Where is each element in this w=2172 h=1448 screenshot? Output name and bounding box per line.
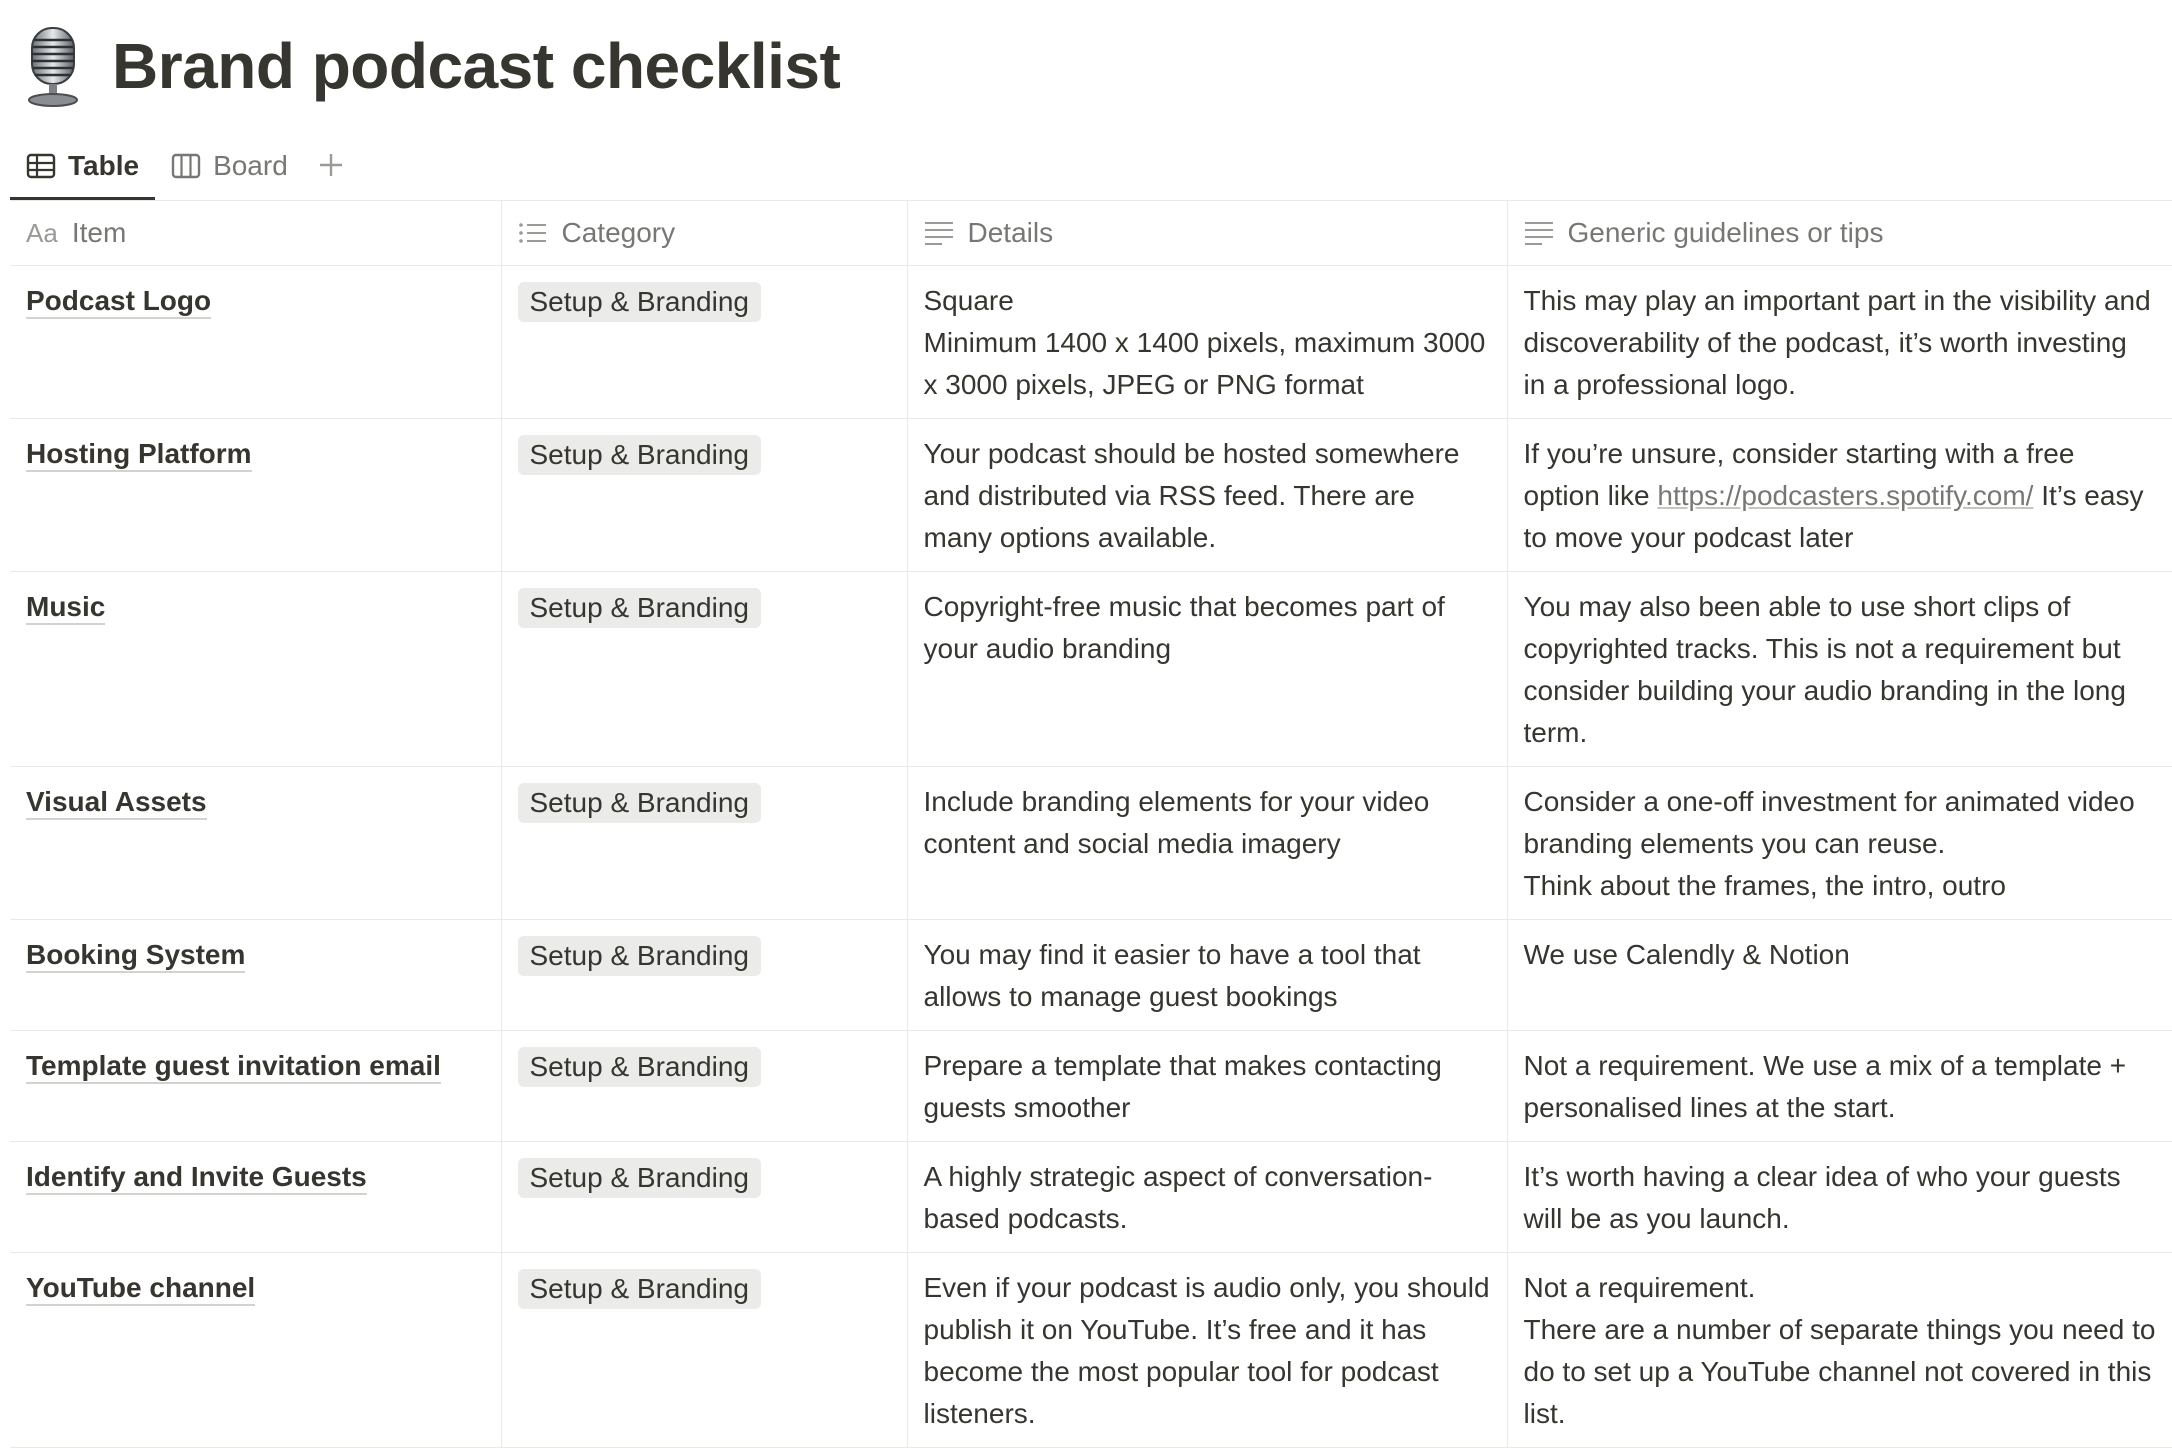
table-row[interactable]: [10, 767, 2172, 920]
tips-text: If you’re unsure, consider starting with a free option like: [1523, 438, 2075, 511]
cell-category[interactable]: [501, 419, 907, 572]
item-title-link[interactable]: Visual Assets: [26, 786, 207, 820]
cell-category[interactable]: [501, 1142, 907, 1253]
view-tabs: [10, 132, 358, 200]
item-title-link[interactable]: Podcast Logo: [26, 285, 211, 319]
cell-tips[interactable]: [1507, 767, 2172, 920]
cell-details[interactable]: [907, 1253, 1507, 1448]
item-title-link[interactable]: Booking System: [26, 939, 245, 973]
cell-category[interactable]: [501, 1031, 907, 1142]
cell-item[interactable]: [10, 572, 501, 767]
details-text: Copyright-free music that becomes part of your audio branding: [923, 591, 1445, 664]
cell-item[interactable]: [10, 266, 501, 419]
details-text: Your podcast should be hosted somewhere and distributed via RSS feed. There are many options available.: [923, 438, 1460, 553]
category-tag: Setup & Branding: [518, 435, 762, 475]
list-icon: [518, 221, 548, 245]
tab-table[interactable]: [10, 135, 155, 197]
tips-text: Consider a one-off investment for animated video branding elements you can reuse. Think about the frames, the intro, outro: [1523, 786, 2135, 901]
table-row[interactable]: [10, 572, 2172, 767]
column-header-label: Item: [71, 217, 127, 248]
cell-details[interactable]: [907, 1142, 1507, 1253]
category-tag: Setup & Branding: [518, 282, 762, 322]
table-row[interactable]: [10, 1142, 2172, 1253]
cell-tips[interactable]: [1507, 1253, 2172, 1448]
table-row[interactable]: [10, 1253, 2172, 1448]
details-text: Even if your podcast is audio only, you should publish it on YouTube. It’s free and it has become the most popular tool for podcast listeners.: [923, 1272, 1490, 1429]
category-tag: Setup & Branding: [518, 1269, 762, 1309]
column-header-tips[interactable]: [1507, 201, 2172, 266]
cell-details[interactable]: [907, 419, 1507, 572]
details-text: A highly strategic aspect of conversation-based podcasts.: [923, 1161, 1433, 1234]
cell-details[interactable]: [907, 767, 1507, 920]
table-row[interactable]: [10, 1031, 2172, 1142]
cell-details[interactable]: [907, 1031, 1507, 1142]
item-title-link[interactable]: Hosting Platform: [26, 438, 252, 472]
plus-icon: [318, 152, 344, 178]
cell-tips[interactable]: [1507, 920, 2172, 1031]
tab-board-label: Board: [213, 150, 288, 181]
tips-text-after: It’s easy to move your podcast later: [1523, 480, 2144, 553]
category-tag: Setup & Branding: [518, 588, 762, 628]
cell-category[interactable]: [501, 572, 907, 767]
column-header-label: Generic guidelines or tips: [1567, 217, 1884, 248]
tips-text: You may also been able to use short clips of copyrighted tracks. This is not a requirement but consider building your audio branding in the long term.: [1523, 591, 2126, 748]
cell-category[interactable]: [501, 1253, 907, 1448]
tips-text: We use Calendly & Notion: [1523, 939, 1850, 970]
category-tag: Setup & Branding: [518, 1047, 762, 1087]
cell-tips[interactable]: [1507, 1031, 2172, 1142]
column-header-label: Category: [561, 217, 676, 248]
text-lines-icon: [924, 220, 954, 246]
board-icon: [171, 153, 201, 179]
table-row[interactable]: [10, 920, 2172, 1031]
item-title-link[interactable]: Identify and Invite Guests: [26, 1161, 367, 1195]
cell-tips[interactable]: [1507, 419, 2172, 572]
category-tag: Setup & Branding: [518, 783, 762, 823]
cell-details[interactable]: [907, 266, 1507, 419]
column-header-details[interactable]: [907, 201, 1507, 266]
cell-category[interactable]: [501, 920, 907, 1031]
table-row[interactable]: [10, 419, 2172, 572]
column-header-category[interactable]: [501, 201, 907, 266]
cell-item[interactable]: [10, 767, 501, 920]
database-table: [10, 200, 2172, 1448]
details-text: Include branding elements for your video content and social media imagery: [923, 786, 1430, 859]
tips-text: Not a requirement. We use a mix of a template + personalised lines at the start.: [1523, 1050, 2127, 1123]
table-row[interactable]: [10, 266, 2172, 419]
cell-category[interactable]: [501, 266, 907, 419]
tab-board[interactable]: [155, 135, 304, 197]
cell-item[interactable]: [10, 1031, 501, 1142]
cell-tips[interactable]: [1507, 572, 2172, 767]
cell-tips[interactable]: [1507, 1142, 2172, 1253]
category-tag: Setup & Branding: [518, 936, 762, 976]
tips-text: This may play an important part in the visibility and discoverability of the podcast, it’s worth investing in a professional logo.: [1523, 285, 2151, 400]
cell-item[interactable]: [10, 419, 501, 572]
details-text: Prepare a template that makes contacting guests smoother: [923, 1050, 1442, 1123]
table-icon: [26, 153, 56, 179]
tab-table-label: Table: [68, 150, 140, 181]
tips-link[interactable]: https://podcasters.spotify.com/: [1657, 480, 2034, 511]
page-header: [22, 18, 840, 114]
tips-text: It’s worth having a clear idea of who your guests will be as you launch.: [1523, 1161, 2121, 1234]
category-tag: Setup & Branding: [518, 1158, 762, 1198]
cell-item[interactable]: [10, 1142, 501, 1253]
cell-details[interactable]: [907, 920, 1507, 1031]
text-lines-icon: [1524, 220, 1554, 246]
cell-item[interactable]: [10, 920, 501, 1031]
cell-details[interactable]: [907, 572, 1507, 767]
text-type-icon: Aa: [26, 217, 58, 248]
column-header-label: Details: [967, 217, 1054, 248]
microphone-icon[interactable]: [22, 24, 84, 108]
item-title-link[interactable]: Music: [26, 591, 105, 625]
cell-category[interactable]: [501, 767, 907, 920]
cell-item[interactable]: [10, 1253, 501, 1448]
cell-tips[interactable]: [1507, 266, 2172, 419]
tips-text: Not a requirement. There are a number of separate things you need to do to set up a YouTube channel not covered in this list.: [1523, 1272, 2156, 1429]
details-text: You may find it easier to have a tool that allows to manage guest bookings: [923, 939, 1421, 1012]
details-text: Square Minimum 1400 x 1400 pixels, maximum 3000 x 3000 pixels, JPEG or PNG format: [923, 285, 1486, 400]
add-view-button[interactable]: [304, 148, 358, 184]
page-title[interactable]: Brand podcast checklist: [112, 30, 841, 102]
table-header-row: [10, 201, 2172, 266]
column-header-item[interactable]: [10, 201, 501, 266]
item-title-link[interactable]: Template guest invitation email: [26, 1050, 441, 1084]
item-title-link[interactable]: YouTube channel: [26, 1272, 255, 1306]
